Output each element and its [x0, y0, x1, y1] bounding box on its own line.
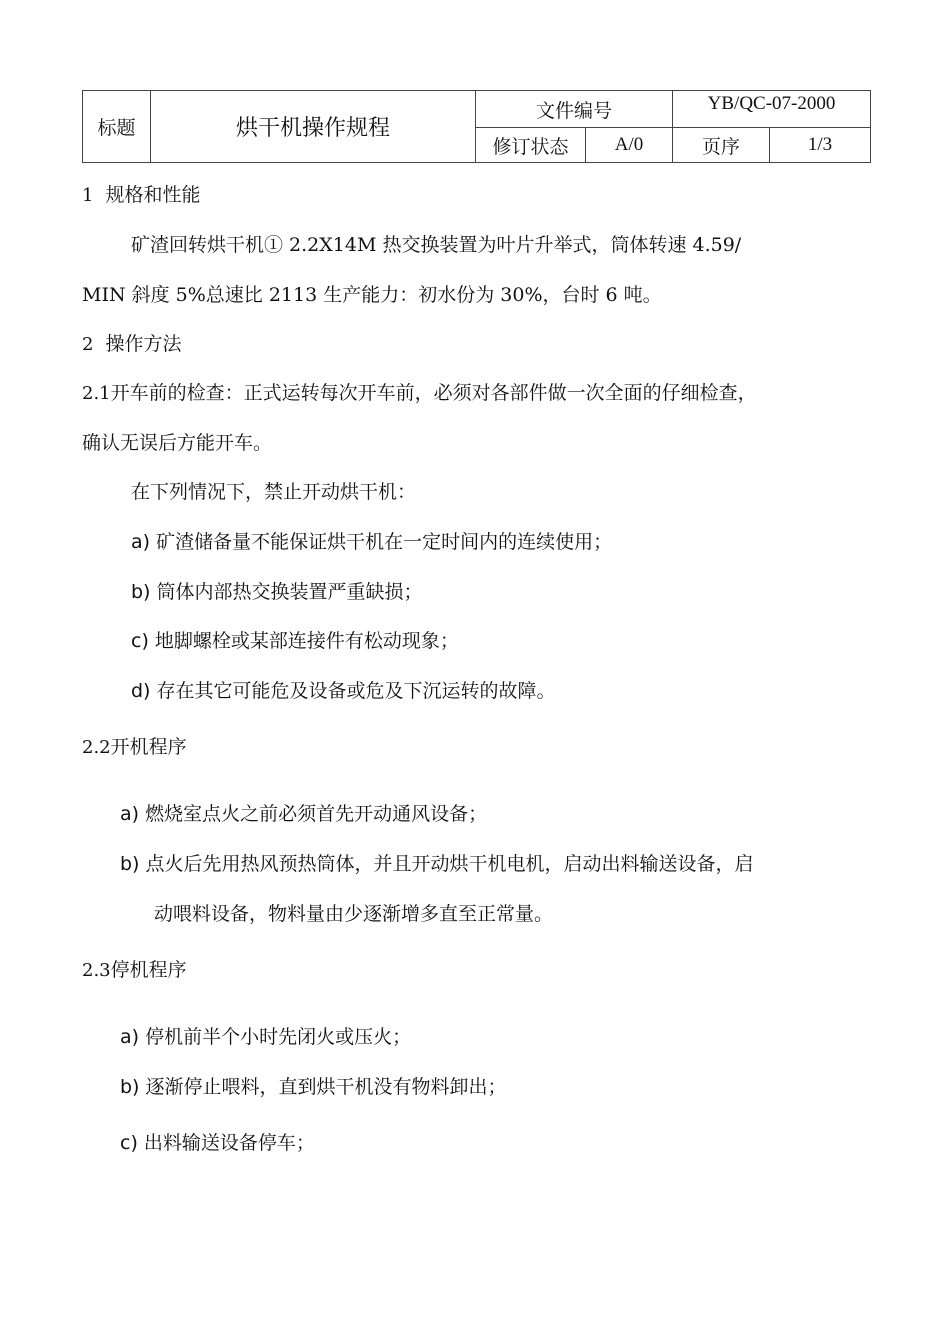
file-number: YB/QC-07-2000: [673, 91, 871, 128]
section-title: 停机程序: [110, 959, 187, 981]
shutdown-step: b) 逐渐停止喂料，直到烘干机没有物料卸出；: [120, 1076, 507, 1098]
prohibition-item: b) 筒体内部热交换装置严重缺损；: [131, 581, 423, 603]
section-2-1-line-1: [82, 381, 757, 406]
revision-label: 修订状态: [476, 128, 586, 163]
section-2-2-heading: [82, 735, 187, 760]
shutdown-step: c) 出料输送设备停车；: [120, 1132, 315, 1154]
section-number: 2: [82, 334, 94, 355]
section-title: 开机程序: [110, 736, 187, 758]
title-label: 标题: [83, 91, 151, 163]
page-number: 1/3: [770, 128, 871, 163]
startup-step: b) 点火后先用热风预热筒体，并且开动烘干机电机，启动出料输送设备，启: [120, 853, 754, 875]
document-header-table: [82, 90, 871, 163]
prohibition-item: c) 地脚螺栓或某部连接件有松动现象；: [131, 630, 459, 652]
section-2-3-heading: [82, 958, 187, 983]
section-number: 2.3: [82, 960, 111, 981]
section-1-heading: [82, 183, 201, 208]
page-label: 页序: [673, 128, 770, 163]
document-title: 烘干机操作规程: [151, 91, 476, 163]
prohibition-intro: 在下列情况下，禁止开动烘干机：: [131, 481, 417, 503]
prohibition-item: d) 存在其它可能危及设备或危及下沉运转的故障。: [131, 680, 556, 702]
section-number: 2.2: [82, 737, 111, 758]
section-2-1-line-2: 确认无误后方能开车。: [82, 432, 273, 454]
section-text: 开车前的检查：正式运转每次开车前，必须对各部件做一次全面的仔细检查，: [110, 382, 757, 404]
startup-step-continued: 动喂料设备，物料量由少逐渐增多直至正常量。: [154, 903, 554, 925]
section-title: 规格和性能: [105, 184, 201, 206]
shutdown-step: a) 停机前半个小时先闭火或压火；: [120, 1026, 412, 1048]
file-number-label: 文件编号: [476, 91, 673, 128]
section-number: 1: [82, 185, 94, 206]
section-number: 2.1: [82, 383, 111, 404]
spec-text-line-1: 矿渣回转烘干机① 2.2X14M 热交换装置为叶片升举式，筒体转速 4.59/: [131, 234, 742, 256]
revision-status: A/0: [586, 128, 673, 163]
section-title: 操作方法: [105, 333, 182, 355]
startup-step: a) 燃烧室点火之前必须首先开动通风设备；: [120, 803, 488, 825]
section-2-heading: [82, 332, 182, 357]
spec-text-line-2: MIN 斜度 5%总速比 2113 生产能力：初水份为 30%，台时 6 吨。: [82, 284, 662, 306]
prohibition-item: a) 矿渣储备量不能保证烘干机在一定时间内的连续使用；: [131, 531, 613, 553]
